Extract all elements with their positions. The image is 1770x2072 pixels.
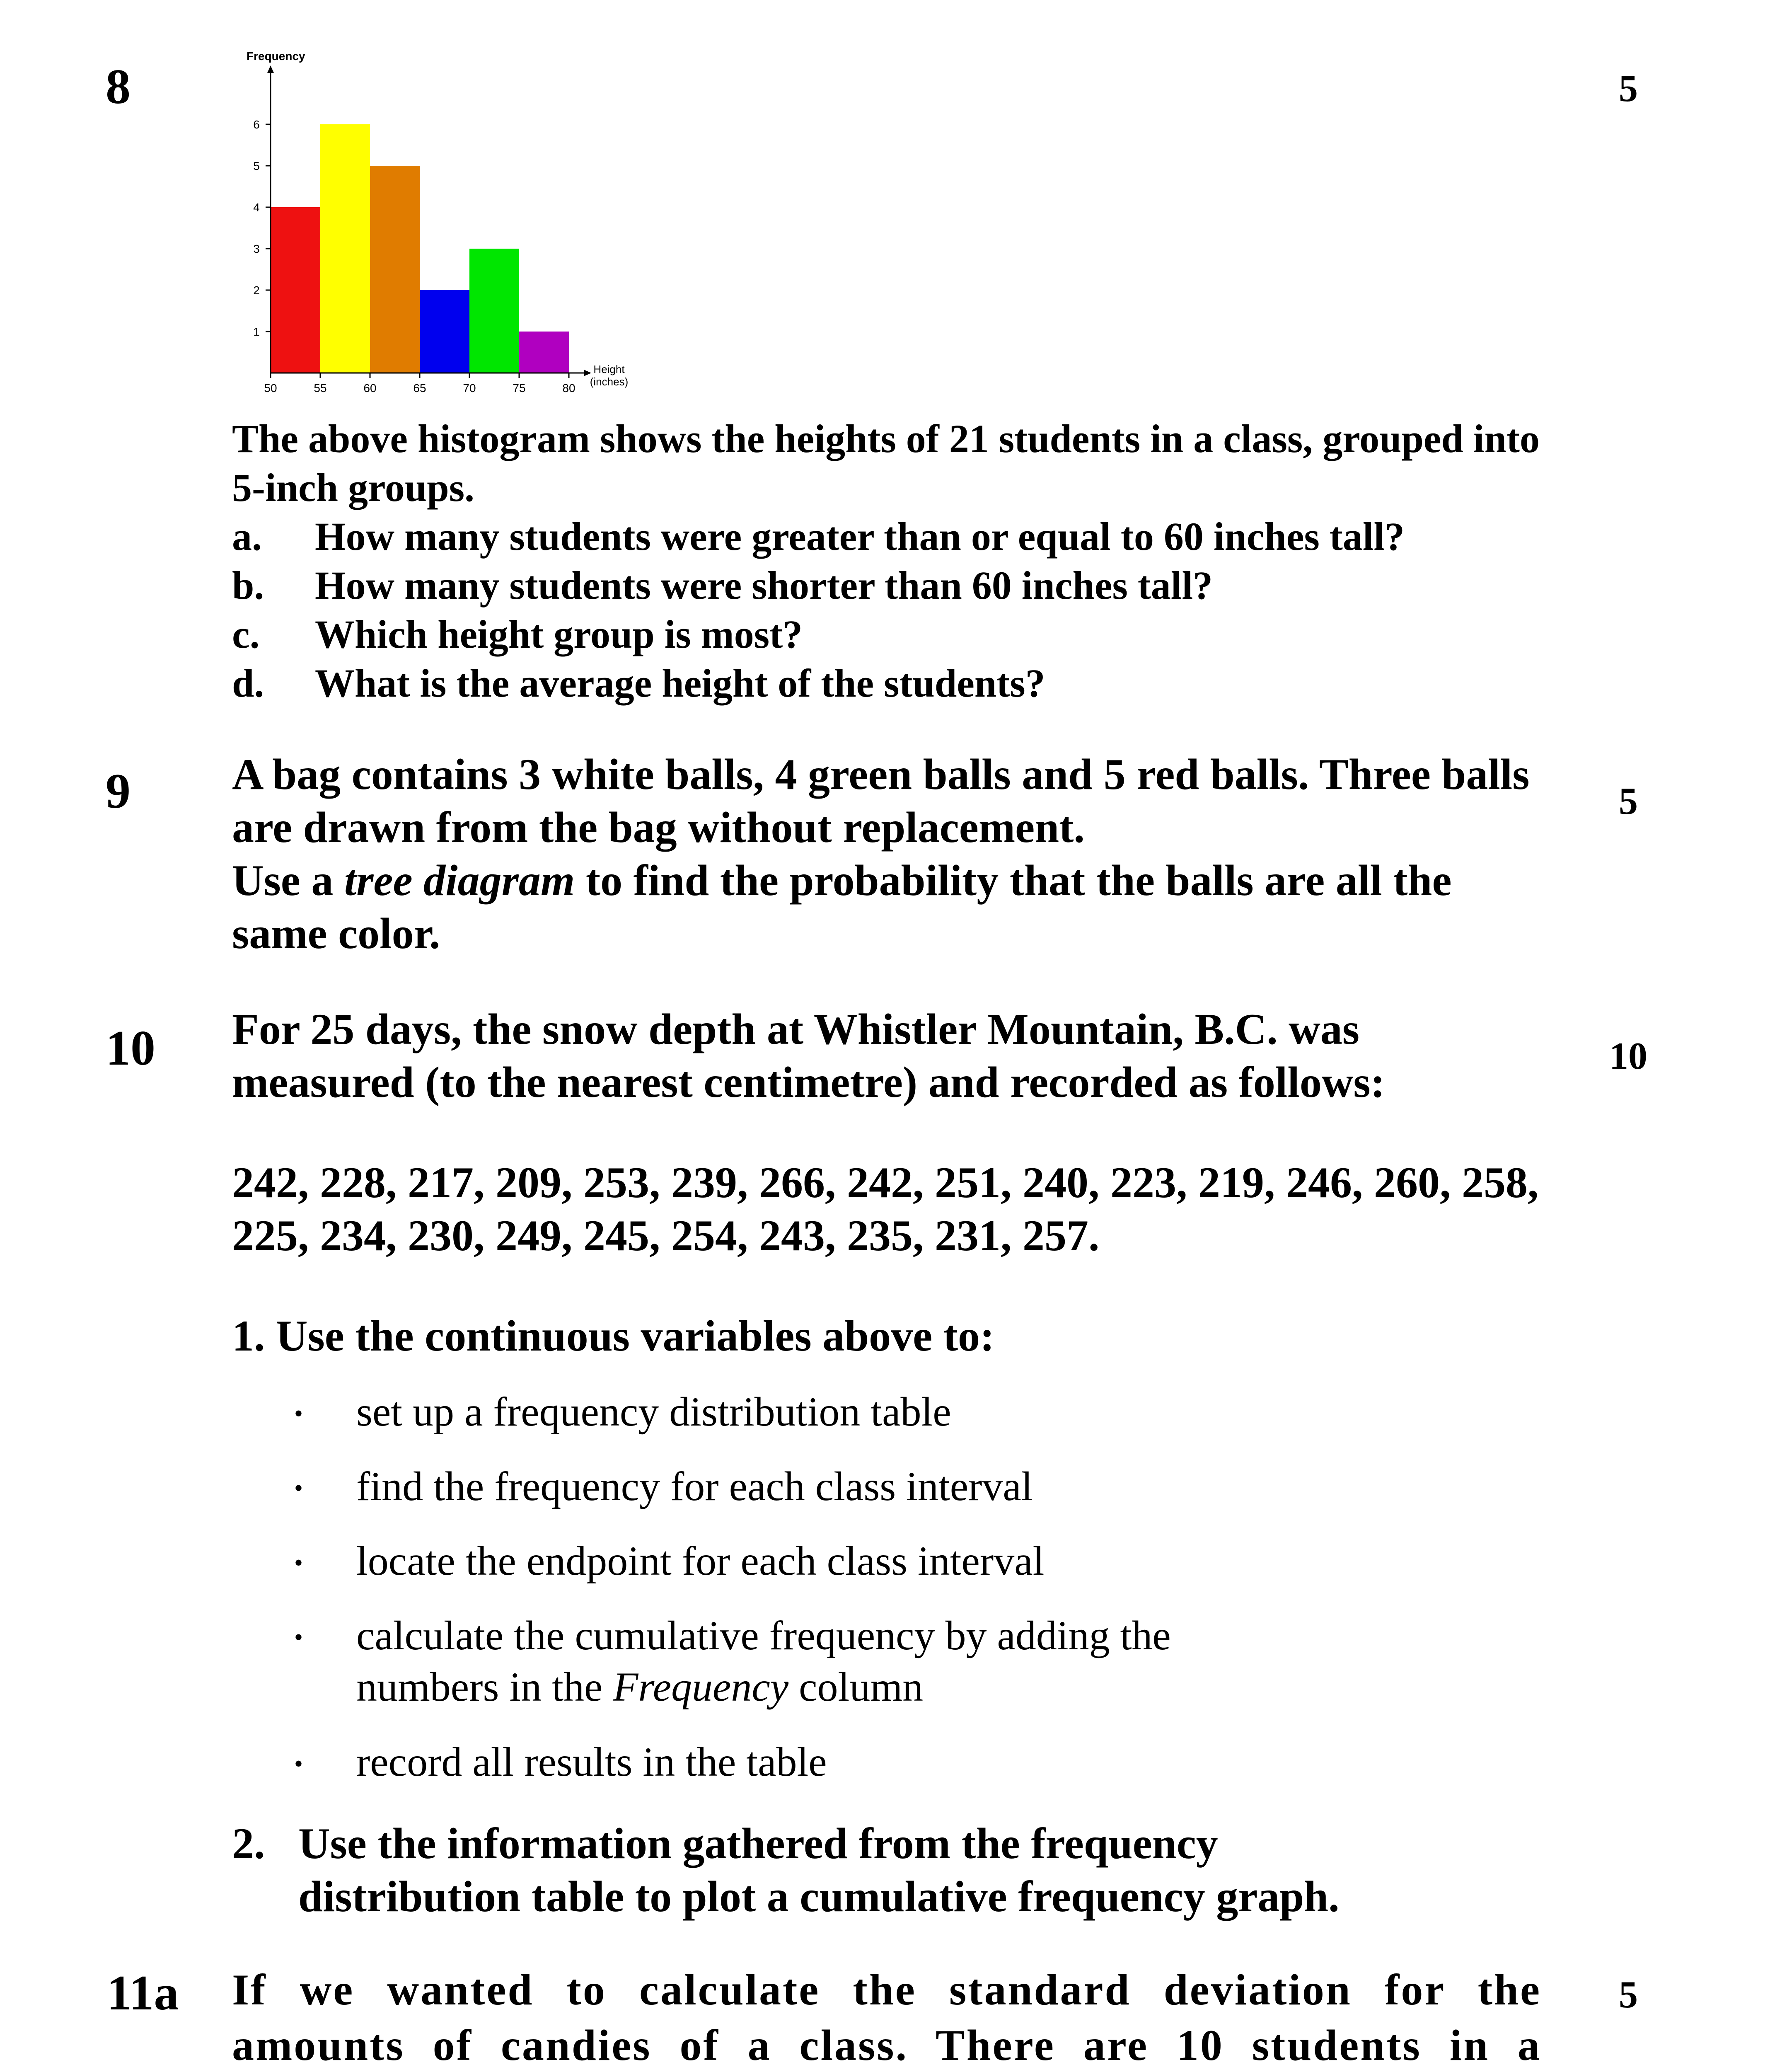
- x-tick-label: 55: [314, 382, 327, 395]
- bullet-icon: •: [294, 1549, 303, 1576]
- y-tick-label: 3: [253, 242, 260, 255]
- q10-bullet-2: [294, 1461, 1475, 1512]
- q8-item-d-text: What is the average height of the students?: [315, 661, 1045, 705]
- q8-item-a-label: a.: [232, 514, 262, 559]
- histogram-bar-65-70: [420, 290, 469, 373]
- q10-bullet-5: [294, 1736, 1475, 1788]
- q10-data-line: 242, 228, 217, 209, 253, 239, 266, 242, 251, 240, 223, 219, 246, 260, 258, 225, 234, 230, 249, 245, 254, 243, 235, 231, 257.: [232, 1158, 1539, 1260]
- q9-line1: A bag contains 3 white balls, 4 green balls and 5 red balls. Three balls are drawn from the bag without replacement.: [232, 750, 1530, 852]
- q10-step-2-text: Use the information gathered from the frequency distribution table to plot a cumulative frequency graph.: [298, 1819, 1340, 1921]
- x-tick-label: 65: [413, 382, 426, 395]
- x-tick-label: 60: [363, 382, 377, 395]
- q10-bullet-4: [294, 1610, 1475, 1713]
- q8-item-b-label: b.: [232, 563, 264, 608]
- marks-9: 5: [1619, 780, 1638, 822]
- q10-bullet-2-text: find the frequency for each class interval: [356, 1463, 1033, 1509]
- histogram-bar-60-65: [370, 166, 420, 373]
- q10-bullet-1: [294, 1386, 1475, 1438]
- q10-bullet-4-line2-em: Frequency: [613, 1664, 789, 1710]
- histogram-bar-75-80: [519, 332, 569, 373]
- bullet-icon: •: [294, 1624, 303, 1651]
- q9-line2: [232, 854, 1541, 960]
- q8-item-d-label: d.: [232, 661, 264, 705]
- x-tick-label: 80: [562, 382, 575, 395]
- y-tick-label: 2: [253, 284, 260, 297]
- x-tick-label: 75: [513, 382, 526, 395]
- x-axis-label-line2: (inches): [590, 375, 629, 388]
- q8-item-b-text: How many students were shorter than 60 inches tall?: [315, 563, 1213, 608]
- q9-line2-a: Use a: [232, 856, 344, 905]
- q10-step-1-text: Use the continuous variables above to:: [276, 1312, 995, 1360]
- q10-step-2: [232, 1817, 1541, 1923]
- q10-bullet-1-text: set up a frequency distribution table: [356, 1389, 951, 1435]
- q10-intro: For 25 days, the snow depth at Whistler Mountain, B.C. was measured (to the nearest centimetre) and recorded as follows:: [232, 1005, 1385, 1106]
- q8-item-c-text: Which height group is most?: [315, 612, 803, 656]
- histogram-chart: [226, 41, 682, 406]
- y-axis-arrow: [267, 65, 274, 73]
- question-number-9: 9: [106, 763, 131, 818]
- y-tick-label: 6: [253, 118, 260, 131]
- marks-10: 10: [1609, 1035, 1647, 1077]
- question-number-8: 8: [106, 59, 131, 114]
- marks-11a: 5: [1619, 1973, 1638, 2016]
- q9-line2-em: tree diagram: [344, 856, 575, 905]
- q9-line2-b: to find the probability that the balls are all the same color.: [232, 856, 1452, 958]
- x-axis-label-line1: Height: [593, 363, 625, 375]
- question-number-11a: 11a: [107, 1965, 179, 2020]
- q8-item-a-text: How many students were greater than or equal to 60 inches tall?: [315, 514, 1405, 559]
- q8-body: [232, 414, 1541, 708]
- y-tick-label: 4: [253, 201, 260, 214]
- q8-item-d: [232, 659, 1541, 708]
- q10-bullet-4-line1: calculate the cumulative frequency by adding the: [356, 1612, 1171, 1658]
- q10-bullet-4-line2: [356, 1661, 1475, 1713]
- q8-item-b: [232, 561, 1541, 610]
- histogram-bar-70-75: [469, 249, 519, 373]
- q10-step-1-label: 1.: [232, 1312, 265, 1360]
- histogram-bar-50-55: [271, 207, 320, 373]
- q9-body: [232, 748, 1541, 960]
- q8-item-c-label: c.: [232, 612, 260, 656]
- marks-8: 5: [1619, 67, 1638, 109]
- q8-item-a: [232, 512, 1541, 561]
- q8-item-c: [232, 610, 1541, 659]
- y-axis-label: Frequency: [247, 50, 305, 63]
- q11a-body: [232, 1962, 1541, 2072]
- bullet-icon: •: [294, 1750, 303, 1777]
- q8-intro: The above histogram shows the heights of 21 students in a class, grouped into 5-inch groups.: [232, 416, 1540, 510]
- q10-step-2-label: 2.: [232, 1819, 265, 1868]
- q10-bullet-3: [294, 1535, 1475, 1587]
- question-number-10: 10: [106, 1020, 155, 1075]
- bullet-icon: •: [294, 1400, 303, 1427]
- histogram-bar-55-60: [320, 124, 370, 373]
- x-tick-label: 70: [463, 382, 476, 395]
- y-tick-label: 1: [253, 325, 260, 338]
- q10-bullet-5-text: record all results in the table: [356, 1739, 827, 1785]
- x-tick-label: 50: [264, 382, 277, 395]
- q10-bullet-4-line2-a: numbers in the: [356, 1664, 613, 1710]
- y-tick-label: 5: [253, 160, 260, 172]
- q11a-intro: If we wanted to calculate the standard deviation for the amounts of candies of a class. There are 10 students in a: [232, 1965, 1541, 2070]
- bullet-icon: •: [294, 1474, 303, 1502]
- q10-step-1: [232, 1310, 1541, 1363]
- q10-bullet-4-line2-b: column: [788, 1664, 924, 1710]
- q10-bullet-3-text: locate the endpoint for each class interval: [356, 1538, 1045, 1584]
